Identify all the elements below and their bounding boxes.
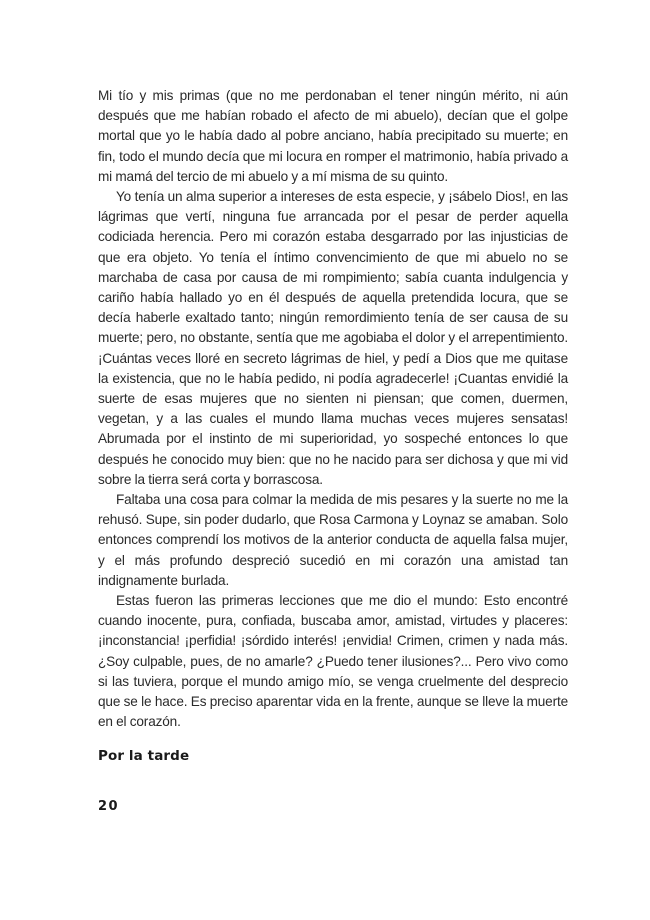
paragraph-4: Estas fueron las primeras lecciones que me dio el mundo: Esto encontré cuando inocente, pura, confiada, buscaba amor, amistad, virtudes y placeres: ¡inconstancia! ¡perfidia! ¡sórdido interés! ¡envidia! Crimen, crimen y nada más. ¿Soy culpable, pues, de no amarle? ¿Puedo tener ilusiones?... Pero vivo como si las tuviera, porque el mundo amigo mío, se venga cruelmente del desprecio que se le hace. Es preciso aparentar vida en la frente, aunque se lleve la muerte en el corazón.: [98, 593, 568, 730]
paragraph-1: Mi tío y mis primas (que no me perdonaban el tener ningún mérito, ni aún después que me habían robado el afecto de mi abuelo), decían que el golpe mortal que yo le había dado al pobre anciano, había precipitado su muerte; en fin, todo el mundo decía que mi locura en romper el matrimonio, había privado a mi mamá del tercio de mi abuelo y a mí misma de su quinto.: [98, 88, 568, 184]
page-number: 20: [98, 799, 120, 814]
body-text: [98, 86, 568, 733]
section-heading: Por la tarde: [98, 748, 190, 764]
paragraph-2: Yo tenía un alma superior a intereses de esta especie, y ¡sábelo Dios!, en las lágrimas que vertí, ninguna fue arrancada por el pesar de perder aquella codiciada herencia. Pero mi corazón estaba desgarrado por las injusticias de que era objeto. Yo tenía el íntimo convencimiento de que mi abuelo no se marchaba de casa por causa de mi rompimiento; sabía cuanta indulgencia y cariño había hallado yo en él después de aquella pretendida locura, que se decía haberle exaltado tanto; ningún remordimiento tenía de ser causa de su muerte; pero, no obstante, sentía que me agobiaba el dolor y el arrepentimiento. ¡Cuántas veces lloré en secreto lágrimas de hiel, y pedí a Dios que me quitase la existencia, que no le había pedido, ni podía agradecerle! ¡Cuantas envidié la suerte de esas mujeres que no sienten ni piensan; que comen, duermen, vegetan, y a las cuales el mundo llama muchas veces mujeres sensatas! Abrumada por el instinto de mi superioridad, yo sospeché entonces lo que después he conocido muy bien: que no he nacido para ser dichosa y que mi vid sobre la tierra será corta y borrascosa.: [98, 189, 568, 487]
paragraph-3: Faltaba una cosa para colmar la medida de mis pesares y la suerte no me la rehusó. Supe, sin poder dudarlo, que Rosa Carmona y Loynaz se amaban. Solo entonces comprendí los motivos de la anterior conducta de aquella falsa mujer, y el más profundo despreció sucedió en mi corazón una amistad tan indignamente burlada.: [98, 492, 568, 588]
